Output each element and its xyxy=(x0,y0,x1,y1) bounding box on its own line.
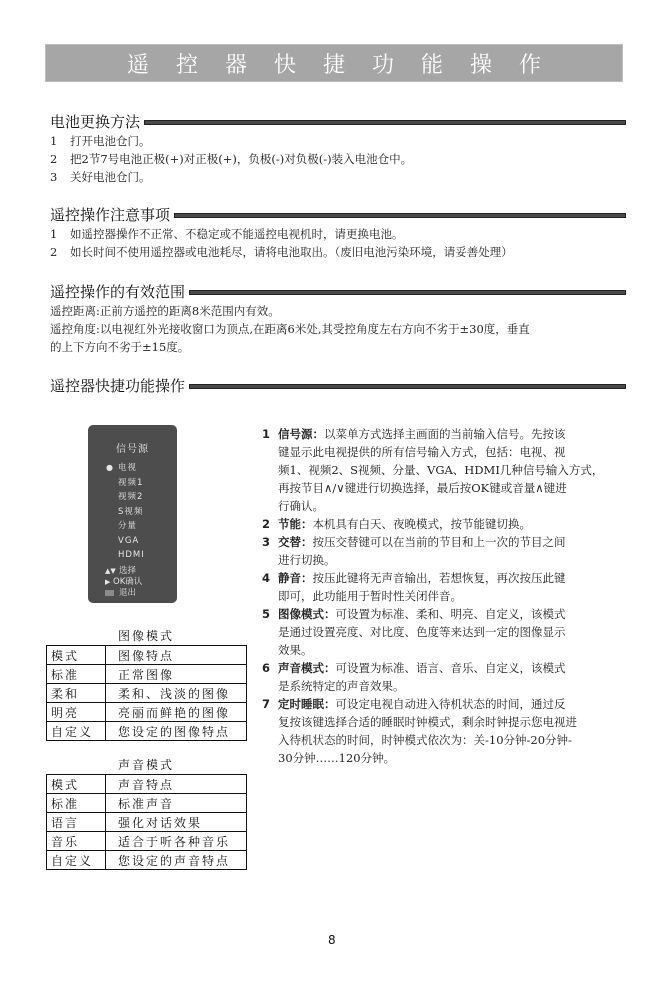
function-item xyxy=(262,533,632,569)
list-item: 1 打开电池仓门。 xyxy=(50,134,151,148)
section-title: 遥控器快捷功能操作 xyxy=(50,376,186,395)
list-item: 2 如长时间不使用遥控器或电池耗尽，请将电池取出。（废旧电池污染环境，请妥善处理） xyxy=(50,245,513,259)
page-banner xyxy=(45,44,623,82)
list-item: 1 如遥控器操作不正常、不稳定或不能遥控电视机时，请更换电池。 xyxy=(50,227,404,241)
menu-item-av2: 视频2 xyxy=(118,492,144,502)
function-line: 静音：按压此键将无声音输出，若想恢复，再次按压此键 xyxy=(278,571,566,585)
function-line: 节能：本机具有白天、夜晚模式，按节能键切换。 xyxy=(278,517,531,531)
picture-table-caption: 图像模式 xyxy=(117,629,174,643)
function-number: 3 xyxy=(262,535,271,549)
list-item: 2 把2节7号电池正极(+)对正极(+)，负极(-)对负极(-)装入电池仓中。 xyxy=(50,152,413,166)
function-label: 静音： xyxy=(278,571,313,585)
page-number: 8 xyxy=(328,933,336,947)
menu-item-component: 分量 xyxy=(118,521,138,531)
menu-item-svideo: S视频 xyxy=(118,506,144,517)
section-shortcut-functions xyxy=(50,374,626,396)
function-line: 复按该键选择合适的睡眠时钟模式，剩余时钟提示您电视进 xyxy=(278,715,577,729)
section-title: 遥控操作的有效范围 xyxy=(50,282,186,301)
function-line: 入待机状态的时间，时钟模式依次为：关-10分钟-20分钟- xyxy=(278,733,572,747)
function-number: 1 xyxy=(262,427,271,441)
function-line: 信号源：以菜单方式选择主画面的当前输入信号。先按该 xyxy=(278,427,566,441)
menu-item-vga: VGA xyxy=(118,535,140,546)
function-item xyxy=(262,569,632,605)
function-line: 图像模式：可设置为标准、柔和、明亮、自定义，该模式 xyxy=(278,607,566,621)
function-number: 6 xyxy=(262,661,271,675)
table-row: 自定义 您设定的声音特点 xyxy=(47,851,247,870)
section-rule xyxy=(174,213,626,218)
function-item xyxy=(262,695,632,767)
function-line: 30分钟……120分钟。 xyxy=(278,751,396,765)
sound-mode-table xyxy=(46,774,247,870)
function-number: 4 xyxy=(262,571,271,585)
section-rule xyxy=(144,120,626,125)
function-line: 键显示此电视提供的所有信号输入方式，包括：电视、视 xyxy=(278,445,566,459)
list-item: 3 关好电池仓门。 xyxy=(50,170,151,184)
function-label: 信号源： xyxy=(278,427,324,441)
range-line: 遥控角度:以电视红外光接收窗口为顶点,在距离6米处,其受控角度左右方向不劣于±30度，垂直 xyxy=(50,322,530,336)
picture-mode-table xyxy=(46,645,247,741)
hint-select: ▲▼ 选择 xyxy=(105,566,137,576)
function-line: 即可，此功能用于暂时性关闭伴音。 xyxy=(278,589,462,603)
right-triangle-icon: ▶ xyxy=(105,578,111,586)
menu-title: 信号源 xyxy=(116,444,149,455)
menu-item-av1: 视频1 xyxy=(118,477,144,488)
function-line: 声音模式：可设置为标准、语言、音乐、自定义，该模式 xyxy=(278,661,566,675)
function-item xyxy=(262,659,632,695)
selected-bullet-icon: ● xyxy=(106,463,114,472)
section-title: 电池更换方法 xyxy=(50,112,141,131)
table-header-row: 模式 声音特点 xyxy=(47,775,247,794)
function-item xyxy=(262,605,632,659)
function-number: 5 xyxy=(262,607,271,621)
function-item xyxy=(262,515,632,533)
menu-key-icon xyxy=(105,590,114,596)
function-label: 定时睡眠： xyxy=(278,697,336,711)
function-line: 频1、视频2、S视频、分量、VGA、HDMI几种信号输入方式， xyxy=(278,463,604,477)
section-remote-notes xyxy=(50,203,626,261)
signal-source-menu xyxy=(88,425,177,603)
function-line: 定时睡眠：可设定电视自动进入待机状态的时间，通过反 xyxy=(278,697,566,711)
function-list xyxy=(262,425,632,767)
menu-items xyxy=(106,461,145,563)
function-label: 声音模式： xyxy=(278,661,336,675)
up-down-arrows-icon: ▲▼ xyxy=(105,567,116,575)
section-effective-range xyxy=(50,280,626,356)
function-line: 进行切换。 xyxy=(278,553,336,567)
menu-item-tv: ● 电视 xyxy=(118,461,145,476)
section-battery-replacement xyxy=(50,110,626,186)
menu-hints xyxy=(105,566,142,599)
function-line: 是系统特定的声音效果。 xyxy=(278,679,405,693)
section-rule xyxy=(189,290,626,295)
function-line: 再按节目∧/∨键进行切换选择，最后按OK键或音量∧键进 xyxy=(278,481,567,495)
hint-exit: 退出 xyxy=(105,588,142,599)
function-item xyxy=(262,425,632,515)
table-row: 音乐 适合于听各种音乐 xyxy=(47,832,247,851)
table-row: 明亮 亮丽而鲜艳的图像 xyxy=(47,703,247,722)
section-rule xyxy=(189,384,626,389)
table-row: 标准 标准声音 xyxy=(47,794,247,813)
table-row: 标准 正常图像 xyxy=(47,665,247,684)
function-number: 7 xyxy=(262,697,271,711)
table-row: 语言 强化对话效果 xyxy=(47,813,247,832)
function-line: 效果。 xyxy=(278,643,313,657)
function-number: 2 xyxy=(262,517,271,531)
table-header-row: 模式 图像特点 xyxy=(47,646,247,665)
banner-title: 遥 控 器 快 捷 功 能 操 作 xyxy=(127,52,551,78)
function-label: 节能： xyxy=(278,517,313,531)
menu-item-hdmi: HDMI xyxy=(118,550,145,560)
range-line: 遥控距离:正前方遥控的距离8米范围内有效。 xyxy=(50,304,280,318)
function-line: 行确认。 xyxy=(278,499,324,513)
function-label: 图像模式： xyxy=(278,607,336,621)
sound-table-caption: 声音模式 xyxy=(117,758,174,772)
table-row: 自定义 您设定的图像特点 xyxy=(47,722,247,741)
function-line: 是通过设置亮度、对比度、色度等来达到一定的图像显示 xyxy=(278,625,566,639)
hint-ok: ▶ OK确认 xyxy=(105,577,143,587)
range-line: 的上下方向不劣于±15度。 xyxy=(50,340,190,354)
section-title: 遥控操作注意事项 xyxy=(50,205,171,224)
function-label: 交替： xyxy=(278,535,313,549)
table-row: 柔和 柔和、浅淡的图像 xyxy=(47,684,247,703)
function-line: 交替：按压交替键可以在当前的节目和上一次的节目之间 xyxy=(278,535,566,549)
